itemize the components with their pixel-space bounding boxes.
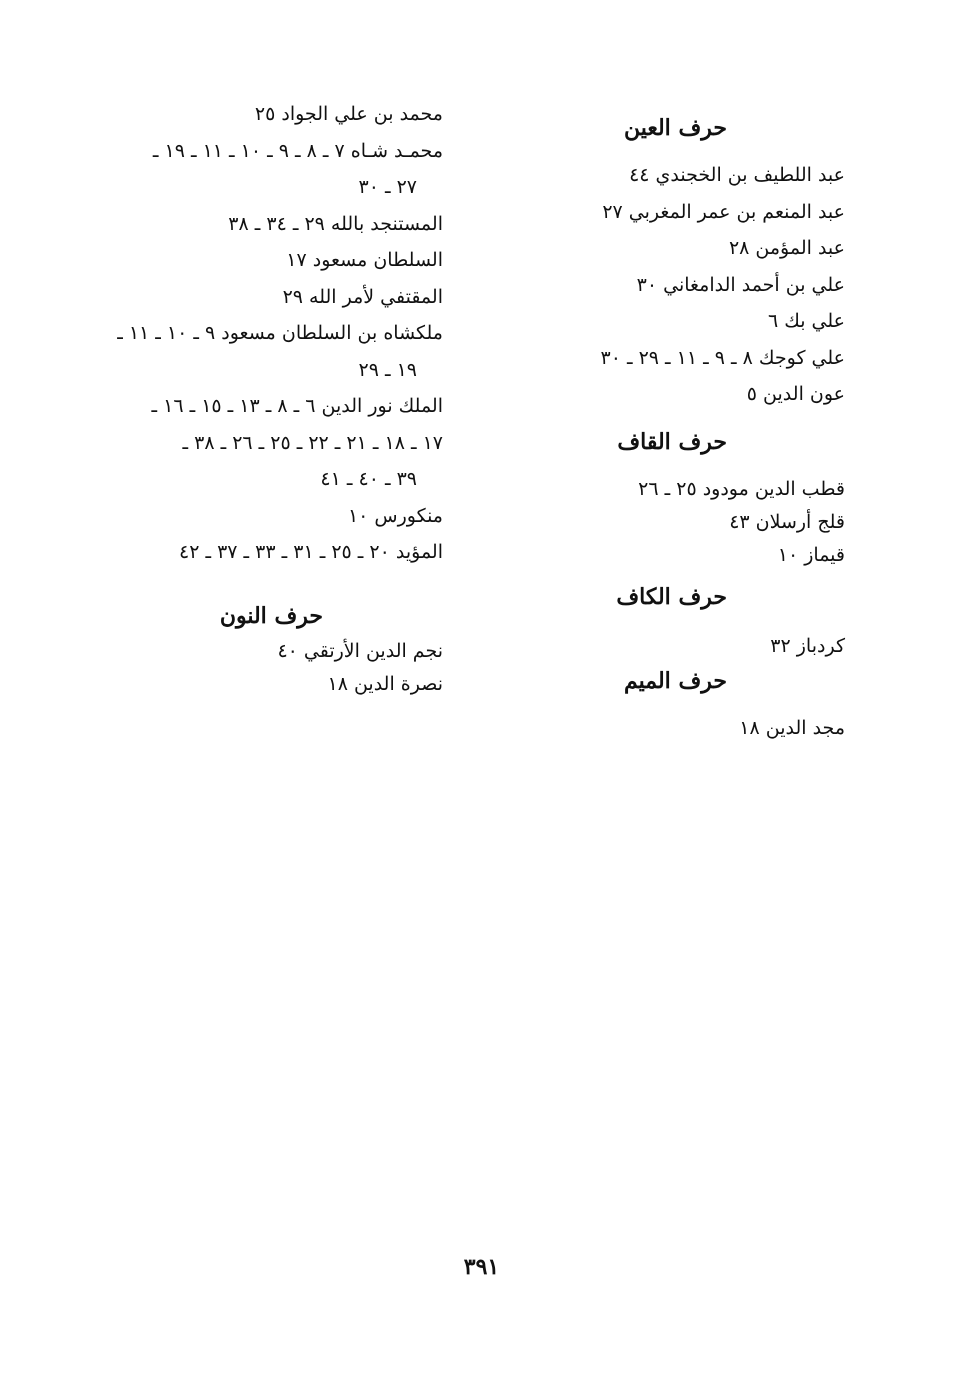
section-heading: حرف الكاف	[616, 583, 727, 610]
entry-line: محمـد شـاه ٧ ـ ٨ ـ ٩ ـ ١٠ ـ ١١ ـ ١٩ ـ	[152, 139, 443, 162]
index-entry: علي بن أحمد الدامغاني ٣٠	[636, 273, 845, 296]
index-entry: نصرة الدين ١٨	[327, 672, 443, 695]
index-entry	[93, 206, 443, 243]
entry-continuation: ١٩ ـ ٢٩	[358, 358, 417, 381]
section-heading: حرف العين	[623, 115, 727, 141]
entry-continuation: ٣٩ ـ ٤٠ ـ ٤١	[320, 468, 417, 490]
index-entry: مجد الدين ١٨	[739, 717, 845, 739]
section-ain	[545, 113, 845, 413]
index-entry: عبد المنعم بن عمر المغربي ٢٧	[602, 200, 845, 223]
index-entry: كردباز ٣٢	[770, 634, 845, 657]
index-entry	[93, 279, 443, 316]
entry-line: ١٧ ـ ١٨ ـ ٢١ ـ ٢٢ ـ ٢٥ ـ ٢٦ ـ ٣٨ ـ	[182, 431, 443, 454]
entry-line: الملك نور الدين ٦ ـ ٨ ـ ١٣ ـ ١٥ ـ ١٦ ـ	[151, 395, 443, 417]
index-entry: عبد اللطيف بن الخجندي ٤٤	[629, 164, 845, 186]
entry-continuation: ٢٧ ـ ٣٠	[358, 176, 417, 198]
section-heading: حرف الميم	[623, 668, 727, 694]
index-entry: نجم الدين الأرتقي ٤٠	[277, 639, 443, 662]
index-entry: علي كوجك ٨ ـ ٩ ـ ١١ ـ ٢٩ ـ ٣٠	[600, 346, 845, 369]
index-entry: قطب الدين مودود ٢٥ ـ ٢٦	[638, 477, 845, 500]
section-qaf	[545, 427, 845, 572]
index-entry	[93, 315, 443, 388]
entry-line: المستنجد بالله ٢٩ ـ ٣٤ ـ ٣٨	[228, 212, 443, 235]
section-heading: حرف النون	[219, 602, 323, 629]
index-entry	[93, 498, 443, 535]
section-mim	[545, 666, 845, 747]
index-entry	[93, 133, 443, 206]
index-entry: علي بك ٦	[767, 310, 845, 332]
section-heading: حرف القاف	[617, 428, 727, 455]
left-column	[93, 96, 443, 701]
entry-line: السلطان مسعود ١٧	[286, 249, 443, 271]
entry-line: محمد بن علي الجواد ٢٥	[254, 103, 443, 125]
index-entry: عون الدين ٥	[746, 383, 845, 405]
page-number: ٣٩١	[463, 1254, 500, 1280]
entry-line: ملكشاه بن السلطان مسعود ٩ ـ ١٠ ـ ١١ ـ	[117, 322, 443, 344]
index-entry	[93, 96, 443, 133]
index-entry: قيماز ١٠	[777, 543, 845, 566]
index-entry	[93, 242, 443, 279]
section-kaf	[545, 582, 845, 665]
index-entry: عبد المؤمن ٢٨	[728, 237, 845, 259]
index-entry	[93, 388, 443, 498]
entry-line: المقتفي لأمر الله ٢٩	[282, 285, 443, 308]
entry-line: منكورس ١٠	[347, 504, 443, 527]
index-entry	[93, 534, 443, 571]
entry-line: المؤيد ٢٠ ـ ٢٥ ـ ٣١ ـ ٣٣ ـ ٣٧ ـ ٤٢	[179, 541, 443, 563]
right-column	[545, 113, 845, 747]
index-entry: قلج أرسلان ٤٣	[729, 510, 845, 533]
section-nun	[93, 601, 443, 701]
